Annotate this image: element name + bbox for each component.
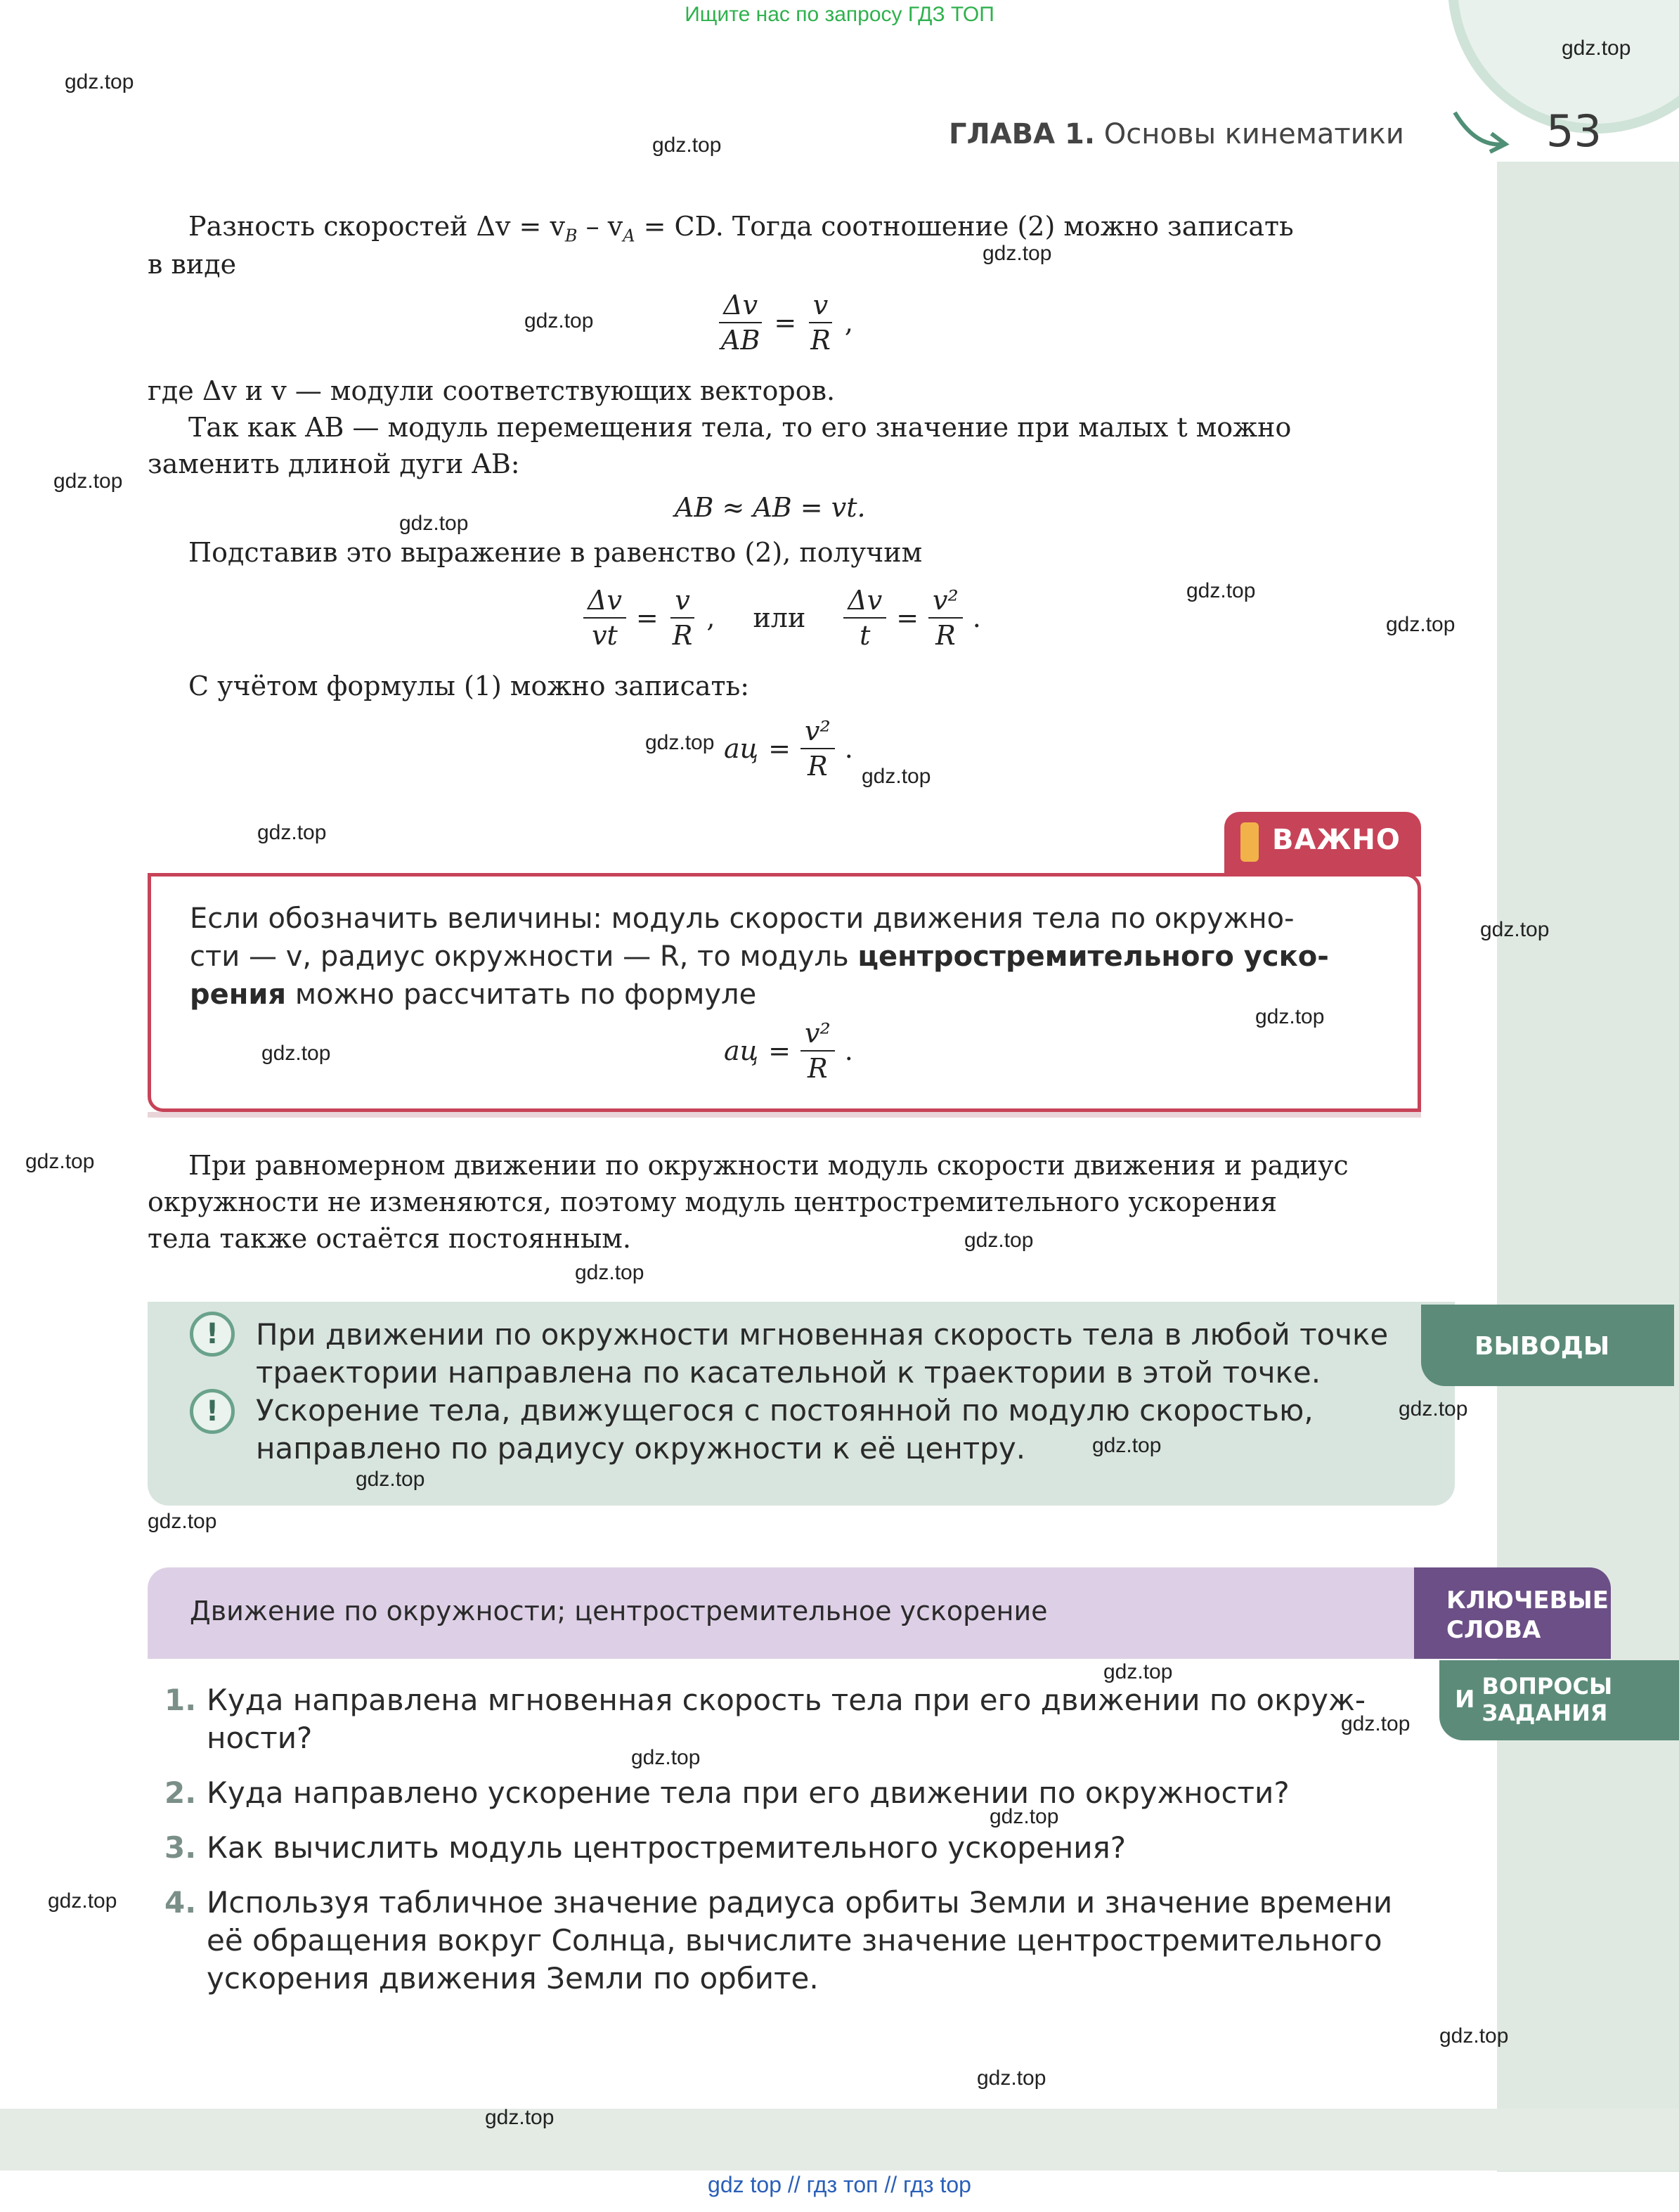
text-fragment: – v: [577, 211, 623, 242]
denominator: R: [810, 325, 831, 356]
fraction: [668, 585, 697, 651]
equals-sign: =: [768, 1035, 791, 1066]
fraction: [806, 290, 835, 356]
question-item: [164, 1681, 1366, 1757]
paragraph-velocity-difference: [188, 208, 1425, 254]
watermark: gdz.top: [964, 1229, 1034, 1252]
fraction: [928, 585, 963, 651]
question-number: 4.: [164, 1885, 197, 1920]
formula-substituted: [583, 585, 981, 651]
numerator: v²: [800, 716, 835, 749]
watermark: gdz.top: [645, 731, 715, 754]
numerator: v²: [800, 1018, 835, 1052]
questions-label-prefix: И: [1455, 1686, 1475, 1714]
fraction: [583, 585, 626, 651]
conclusions-label: ВЫВОДЫ: [1474, 1332, 1610, 1361]
question-line: Как вычислить модуль центростремительного ускорения?: [207, 1830, 1127, 1865]
equals-sign: =: [896, 602, 919, 633]
watermark: gdz.top: [652, 134, 722, 157]
fraction: [843, 585, 886, 651]
keywords-label: [1446, 1586, 1609, 1645]
watermark: gdz.top: [983, 242, 1052, 265]
page-number: 53: [1546, 105, 1602, 157]
punctuation: .: [844, 1035, 853, 1066]
conclusion-line: При движении по окружности мгновенная скорость тела в любой точке: [256, 1317, 1389, 1352]
watermark: gdz.top: [485, 2106, 555, 2129]
watermark: gdz.top: [1439, 2024, 1509, 2048]
paragraph-formula-one: С учётом формулы (1) можно записать:: [188, 671, 750, 701]
denominator: vt: [592, 620, 618, 651]
paragraph-substitute: Подставив это выражение в равенство (2), получим: [188, 537, 923, 568]
equals-sign: =: [774, 307, 797, 338]
punctuation: .: [844, 733, 853, 764]
watermark: gdz.top: [524, 309, 594, 332]
chapter-heading: [949, 118, 1404, 150]
questions-label: [1455, 1673, 1612, 1726]
paragraph-uniform-motion: При равномерном движении по окружности модуль скорости движения и радиус: [188, 1150, 1349, 1181]
numerator: v: [809, 290, 832, 323]
formula-centripetal: [724, 716, 853, 782]
watermark: gdz.top: [148, 1510, 217, 1533]
important-formula: [724, 1018, 853, 1084]
arrow-icon: [1448, 105, 1511, 155]
question-line: ности?: [207, 1721, 313, 1755]
chapter-number: ГЛАВА 1.: [949, 118, 1096, 150]
question-line: её обращения вокруг Солнца, вычислите значение центростремительного: [207, 1923, 1382, 1958]
watermark: gdz.top: [575, 1261, 644, 1284]
paragraph-line: тела также остаётся постоянным.: [148, 1223, 631, 1254]
or-word: или: [753, 602, 806, 633]
watermark: gdz.top: [1386, 613, 1456, 636]
denominator: t: [860, 620, 871, 651]
formula-ratio: [717, 290, 853, 356]
equals-sign: =: [768, 733, 791, 764]
question-number: 1.: [164, 1683, 197, 1717]
denominator: R: [808, 751, 828, 782]
fraction: [800, 716, 835, 782]
conclusion-line: Ускорение тела, движущегося с постоянной по модулю скоростью,: [256, 1393, 1314, 1428]
term-bold: центростремительного уско-: [857, 940, 1329, 973]
paragraph-line: окружности не изменяются, поэтому модуль центростремительного ускорения: [148, 1186, 1278, 1217]
punctuation: ,: [844, 307, 853, 338]
watermark: gdz.top: [1562, 37, 1631, 60]
denominator: AB: [721, 325, 760, 356]
conclusion-line: траектории направлена по касательной к траектории в этой точке.: [256, 1355, 1321, 1390]
important-box-shadow: [148, 1112, 1421, 1118]
important-line: [190, 938, 1385, 976]
denominator: R: [672, 620, 693, 651]
exclamation-bubble-icon: !: [190, 1312, 235, 1357]
bottom-banner[interactable]: gdz top // гдз топ // гдз top: [708, 2172, 971, 2197]
question-item: [164, 1884, 1393, 1998]
watermark: gdz.top: [990, 1805, 1059, 1828]
question-line: Используя табличное значение радиуса орбиты Земли и значение времени: [207, 1885, 1393, 1920]
watermark: gdz.top: [1480, 918, 1550, 941]
watermark: gdz.top: [53, 470, 123, 493]
watermark: gdz.top: [356, 1468, 425, 1491]
keywords-text: Движение по окружности; центростремительное ускорение: [190, 1596, 1048, 1626]
watermark: gdz.top: [1399, 1397, 1468, 1421]
text-fragment: сти — v, радиус окружности — R, то модуль: [190, 940, 858, 973]
watermark: gdz.top: [977, 2067, 1046, 2090]
watermark: gdz.top: [48, 1889, 117, 1913]
exclamation-bubble-icon: !: [190, 1389, 235, 1434]
paragraph-displacement: Так как AB — модуль перемещения тела, то его значение при малых t можно: [188, 412, 1292, 443]
questions-label-line: ВОПРОСЫ: [1482, 1673, 1613, 1700]
bookmark-icon: [1240, 822, 1259, 862]
watermark: gdz.top: [261, 1042, 331, 1065]
paragraph-line: заменить длиной дуги AB:: [148, 448, 520, 479]
term-bold: рения: [190, 978, 287, 1011]
paragraph-line: в виде: [148, 249, 237, 280]
top-banner[interactable]: Ищите нас по запросу ГДЗ ТОП: [685, 3, 994, 26]
numerator: v: [670, 585, 694, 619]
conclusion-item: [256, 1316, 1465, 1392]
watermark: gdz.top: [1103, 1660, 1173, 1683]
page-right-band: [1497, 162, 1679, 2172]
text-fragment: Разность скоростей Δv = v: [188, 211, 565, 242]
question-number: 3.: [164, 1830, 197, 1865]
acceleration-symbol: aц: [724, 1035, 759, 1066]
question-line: ускорения движения Земли по орбите.: [207, 1961, 819, 1996]
watermark: gdz.top: [862, 765, 931, 788]
watermark: gdz.top: [1092, 1434, 1162, 1457]
important-line: Если обозначить величины: модуль скорости движения тела по окружно-: [190, 903, 1295, 935]
numerator: v²: [928, 585, 963, 619]
chapter-title: Основы кинематики: [1103, 118, 1404, 150]
watermark: gdz.top: [1341, 1712, 1411, 1735]
watermark: gdz.top: [65, 70, 134, 93]
subscript: A: [623, 226, 635, 246]
formula-arc: AB ≈ AB = vt.: [675, 492, 866, 523]
punctuation: ,: [706, 602, 715, 633]
question-item: [164, 1774, 1290, 1812]
question-item: [164, 1829, 1127, 1867]
keywords-label-line: КЛЮЧЕВЫЕ: [1446, 1586, 1609, 1615]
punctuation: .: [972, 602, 981, 633]
important-text: [190, 900, 1385, 1014]
fraction: [800, 1018, 835, 1084]
denominator: R: [935, 620, 956, 651]
denominator: R: [808, 1053, 828, 1084]
conclusion-item: [256, 1392, 1468, 1468]
question-line: Куда направлена мгновенная скорость тела при его движении по окруж-: [207, 1683, 1366, 1717]
page-bottom-band: [0, 2109, 1679, 2171]
question-number: 2.: [164, 1776, 197, 1810]
paragraph-moduli: где Δv и v — модули соответствующих векторов.: [148, 375, 836, 406]
text-fragment: можно рассчитать по формуле: [286, 978, 757, 1011]
equals-sign: =: [635, 602, 659, 633]
text-fragment: = CD. Тогда соотношение (2) можно записать: [635, 211, 1294, 242]
fraction: [717, 290, 764, 356]
numerator: Δv: [719, 290, 762, 323]
subscript: B: [564, 226, 578, 246]
watermark: gdz.top: [1255, 1005, 1325, 1028]
acceleration-symbol: aц: [724, 733, 759, 764]
numerator: Δv: [583, 585, 626, 619]
keywords-label-line: СЛОВА: [1446, 1616, 1541, 1644]
questions-label-line: ЗАДАНИЯ: [1482, 1700, 1608, 1726]
watermark: gdz.top: [631, 1746, 701, 1769]
important-label: ВАЖНО: [1272, 824, 1401, 856]
watermark: gdz.top: [399, 512, 469, 535]
watermark: gdz.top: [25, 1150, 95, 1173]
conclusion-line: направлено по радиусу окружности к её центру.: [256, 1431, 1026, 1466]
watermark: gdz.top: [1186, 579, 1256, 602]
watermark: gdz.top: [257, 821, 327, 844]
important-line: [190, 976, 1385, 1014]
question-line: Куда направлено ускорение тела при его движении по окружности?: [207, 1776, 1290, 1810]
numerator: Δv: [843, 585, 886, 619]
